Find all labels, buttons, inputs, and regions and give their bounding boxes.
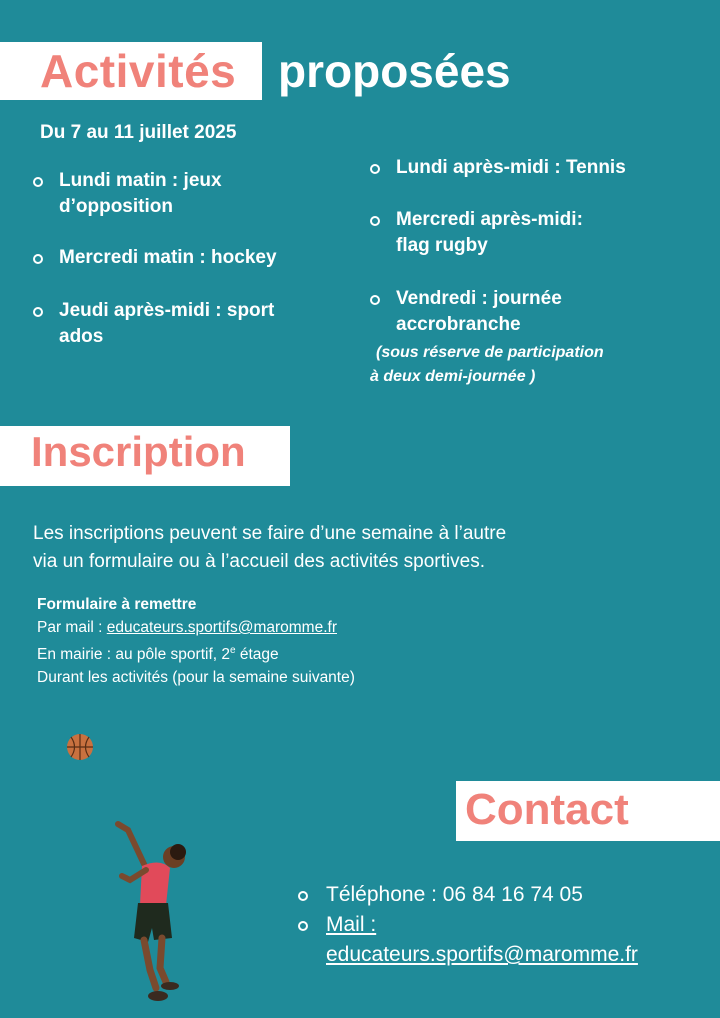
activity-line: ados xyxy=(59,326,104,347)
form-mairie-line xyxy=(37,639,355,666)
activity-line: Mercredi matin : hockey xyxy=(59,247,277,268)
inscription-text-line: Les inscriptions peuvent se faire d’une semaine à l’autre xyxy=(33,523,507,544)
participation-note xyxy=(370,341,670,389)
contact-mail-label[interactable]: Mail : xyxy=(326,913,377,936)
form-mail-prefix: Par mail : xyxy=(37,619,107,636)
inscription-title: Inscription xyxy=(31,428,246,475)
mairie-suffix: étage xyxy=(235,646,279,664)
form-title: Formulaire à remettre xyxy=(37,596,197,613)
activity-item xyxy=(370,207,583,259)
mairie-prefix: En mairie : au pôle sportif, 2 xyxy=(37,646,230,664)
note-line: (sous réserve de participation xyxy=(376,344,604,361)
page-title-highlight: Activités xyxy=(40,45,237,97)
inscription-text-line: via un formulaire ou à l’accueil des activités sportives. xyxy=(33,551,485,572)
bullet-icon xyxy=(370,295,380,305)
contact-phone-text: Téléphone : 06 84 16 74 05 xyxy=(326,883,583,906)
contact-title: Contact xyxy=(465,785,629,834)
inscription-text xyxy=(33,520,653,576)
activity-item xyxy=(33,298,274,350)
contact-mail xyxy=(298,910,638,970)
form-info xyxy=(37,593,355,689)
bullet-icon xyxy=(33,177,43,187)
activity-line: Mercredi après-midi: xyxy=(396,209,583,230)
form-mail-line xyxy=(37,616,355,639)
activity-line: d’opposition xyxy=(59,196,173,217)
bullet-icon xyxy=(370,216,380,226)
activity-line: flag rugby xyxy=(396,235,488,256)
note-line: à deux demi-journée ) xyxy=(370,368,536,385)
bullet-icon xyxy=(298,921,308,931)
activity-item xyxy=(33,168,222,220)
mairie-sup: e xyxy=(230,645,236,656)
basketball-icon xyxy=(66,733,94,761)
player-illustration xyxy=(100,810,200,1010)
activity-item xyxy=(370,286,562,338)
bullet-icon xyxy=(298,891,308,901)
activity-line: Lundi après-midi : Tennis xyxy=(396,157,626,178)
activity-line: Jeudi après-midi : sport xyxy=(59,300,275,321)
contact-phone xyxy=(298,880,583,910)
page-title-rest: proposées xyxy=(278,45,511,97)
date-range: Du 7 au 11 juillet 2025 xyxy=(40,122,237,143)
bullet-icon xyxy=(370,164,380,174)
form-mail-link[interactable]: educateurs.sportifs@maromme.fr xyxy=(106,619,337,636)
activity-item xyxy=(370,155,626,181)
bullet-icon xyxy=(33,254,43,264)
activity-item xyxy=(33,245,277,271)
activity-line: accrobranche xyxy=(396,314,521,335)
activity-line: Vendredi : journée xyxy=(396,288,562,309)
form-during-line: Durant les activités (pour la semaine suivante) xyxy=(37,669,355,687)
bullet-icon xyxy=(33,307,43,317)
contact-mail-link[interactable]: educateurs.sportifs@maromme.fr xyxy=(326,943,638,966)
activity-line: Lundi matin : jeux xyxy=(59,170,222,191)
